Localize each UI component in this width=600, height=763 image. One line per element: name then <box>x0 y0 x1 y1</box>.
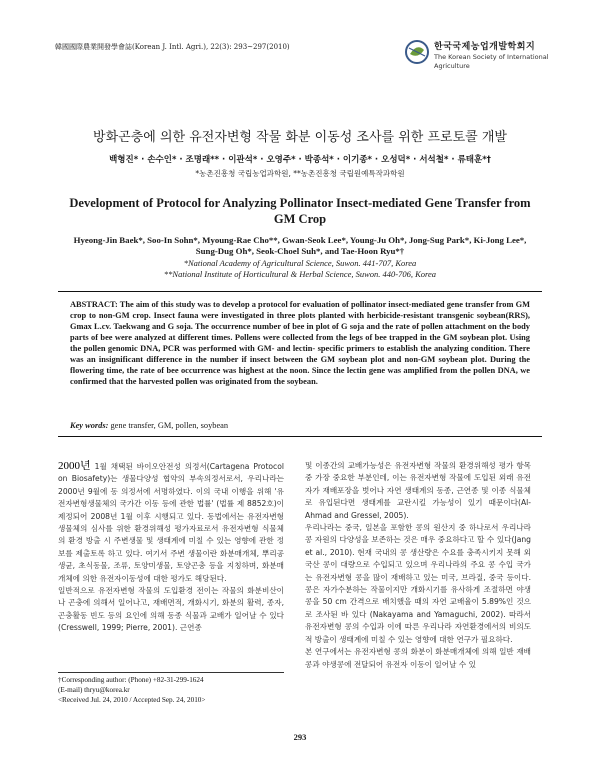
received-accepted-dates: <Received Jul. 24, 2010 / Accepted Sep. 24, 2010> <box>58 696 206 704</box>
journal-citation: 韓國國際農業開發學會誌(Korean J. Intl. Agri.), 22(3): 293~297(2010) <box>55 43 290 51</box>
title-english: Development of Protocol for Analyzing Pollinator Insect-mediated Gene Transfer from GM Crop <box>69 196 531 226</box>
globe-leaf-icon <box>404 39 430 65</box>
paragraph <box>58 460 284 585</box>
keywords-list: gene transfer, GM, pollen, soybean <box>110 421 229 430</box>
affiliation-english-2: **National Institute of Horticultural & Herbal Science, Suwon. 440-706, Korea <box>163 269 437 279</box>
authors-korean: 백형진* · 손수인* · 조명래** · 이관석* · 오영주* · 박종석* · 이기종* · 오성덕* · 서석철* · 류태훈*† <box>109 155 491 165</box>
page-number: 293 <box>293 732 307 742</box>
lead-year: 2000년 <box>58 460 91 472</box>
keywords-label: Key words: <box>70 421 109 430</box>
paragraph: 우리나라는 중국, 일본을 포함한 콩의 원산지 중 하나로서 우리나라 콩 자원의 다양성을 보존하는 것은 매우 중요하다고 할 수 있다(Jang et al., 2010). 현재 국내의 콩 생산량은 수요를 충족시키지 못해 외국산 콩이 대량으로 수입되고 있으며 우리나라의 주요 콩 수입 국가는 유전자변형 콩을 많이 재배하고 있는 미국, 브라질, 중국 등이다. 콩은 자가수분하는 작물이지만 개화시기를 유사하게 조절하면 야생콩을 50 cm 간격으로 배치했을 때의 자연 교배율이 5.89%인 것으로 조사된 바 있다 (Nakayama and Yamaguchi, 2002). 따라서 유전자변형 콩의 수입과 이에 따른 우리나라 자연환경에서의 비의도적 방출이 생태계에 미칠 수 있는 영향에 대한 연구가 필요하다. <box>305 523 531 644</box>
paragraph: 일반적으로 유전자변형 작물의 도입환경 전이는 작물의 화분비산이나 곤충에 의해서 일어나고, 재배면적, 개화시기, 화분의 활력, 종자, 곤충활동 빈도 등의 요인에 의해 동종 식물과 교배가 일어날 수 있다(Cresswell, 1999; Pierre, 2001). 근연종 <box>58 586 284 633</box>
affiliation-korean: *농촌진흥청 국립농업과학원, **농촌진흥청 국립원예특작과학원 <box>195 169 405 178</box>
paragraph: 본 연구에서는 유전자변형 콩의 화분이 화분매개체에 의해 일반 재배콩과 야생콩에 전달되어 유전자 이동이 일어날 수 있 <box>305 647 531 669</box>
logo-korean-name: 한국국제농업개발학회지 <box>434 42 536 52</box>
footnote-divider <box>58 672 284 673</box>
body-column-left <box>58 460 284 668</box>
footnote <box>58 675 290 705</box>
corresponding-author: †Corresponding author: (Phone) +82-31-299-1624 <box>58 676 204 684</box>
keywords <box>70 421 228 430</box>
authors-english: Hyeong-Jin Baek*, Soo-In Sohn*, Myoung-Rae Cho**, Gwan-Seok Lee*, Young-Ju Oh*, Jong-Sug Park*, Ki-Jong Lee*, Sung-Dug Oh*, Seok-Choel Suh*, and Tae-Hoon Ryu*† <box>73 235 527 256</box>
society-logo <box>404 37 554 81</box>
abstract-box <box>58 291 542 437</box>
body-column-right <box>305 460 531 760</box>
logo-english-name: The Korean Society of International Agriculture <box>434 53 549 70</box>
affiliation-english-1: *National Academy of Agricultural Science, Suwon. 441-707, Korea <box>183 258 417 268</box>
title-korean: 방화곤충에 의한 유전자변형 작물 화분 이동성 조사를 위한 프로토콜 개발 <box>93 130 507 145</box>
abstract: ABSTRACT: The aim of this study was to develop a protocol for evaluation of pollinator insect-mediated gene transfer from GM crop to non-GM crop. Insect fauna were investigated in three plots planted with herbicide-resistant transgenic soybean(RRS), Gmax L.cv. Taekwang and G soja. The occurrence number of bee in plot of G soja and the rate of pollen attachment on the body parts of bee were analyzed at different times. Pollens were collected from the legs of bee trapped in the GM soybean plot. Using the pollen genomic DNA, PCR was performed with GM- and lectin- specific primers to establish the analyzing condition. There was an insignificant difference in the number if insect between the GM soybean plot and non-GM soybean plot. During the flowering time, the rate of bee occurrence was highest at the noon. Since the lectin gene was amplified from the pollen DNA, we confirmed that the harvested pollen was originated from the soybean. <box>70 300 530 386</box>
email-address[interactable]: (E-mail) thryu@korea.kr <box>58 686 130 694</box>
paragraph: 및 이종간의 교배가능성은 유전자변형 작물의 환경위해성 평가 항목 중 가장 중요한 부분인데, 이는 유전자변형 작물에 도입된 외래 유전자가 재배포장을 벗어나 자연 생태계의 동종, 근연종 및 이종 식물체로 유입된다면 생태계를 교란시킬 가능성이 있기 때문이다(Al-Ahmad and Gressel, 2005). <box>305 461 531 520</box>
paragraph-text: 1월 채택된 바이오안전성 의정서(Cartagena Protocol on Biosafety)는 생물다양성 협약의 부속의정서로서, 우리나라는 2000년 9월에 동 의정서에 서명하였다. 이의 국내 이행을 위해 '유전자변형생물체의 국가간 이동 등에 관한 법률' (법률 제 8852호)이 제정되어 2008년 1월 이후 시행되고 있다. 동법에서는 유전자변형생물체의 심사를 위한 환경위해성 평가자료로서 유전자변형 식물체의 환경 방출 시 주변생물 및 생태계에 미칠 수 있는 영향에 관한 정보를 제출토록 하고 있다. 여기서 주변 생물이란 화분매개체, 뿌리공생균, 초식동물, 조류, 토양미생물, 토양곤충 등을 지칭하며, 화분매개체에 의한 유전자이동성에 대한 평가도 해당된다. <box>58 462 284 583</box>
affiliation-english <box>60 258 540 280</box>
